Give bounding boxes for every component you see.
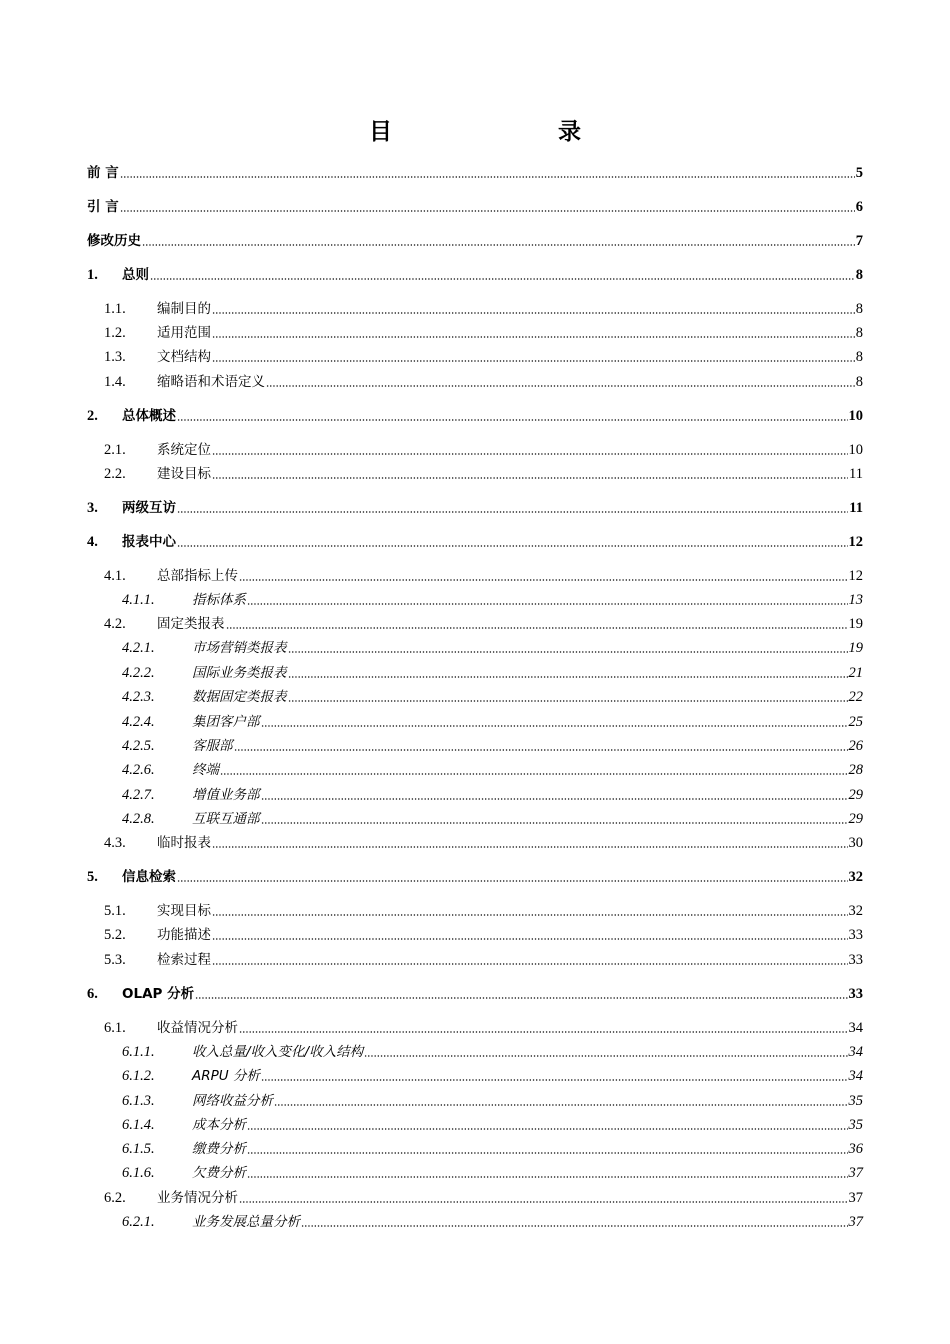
toc-entry-page: 34 — [848, 1020, 863, 1036]
toc-entry-title: 两级互访 — [122, 500, 176, 516]
toc-entry[interactable] — [87, 262, 863, 284]
toc-dot-leader — [220, 772, 848, 776]
toc-entry-page: 19 — [848, 640, 863, 656]
toc-entry[interactable] — [87, 495, 863, 517]
toc-entry[interactable] — [122, 1112, 863, 1134]
toc-entry-title: 市场营销类报表 — [192, 640, 287, 656]
toc-entry-number: 4.2.8. — [122, 811, 155, 827]
toc-entry[interactable] — [122, 806, 863, 828]
toc-entry[interactable] — [87, 228, 863, 250]
toc-entry-number: 6.1. — [104, 1020, 126, 1036]
toc-entry-title: 指标体系 — [192, 592, 246, 608]
toc-entry[interactable] — [87, 403, 863, 425]
toc-entry-number: 1.2. — [104, 325, 126, 341]
toc-entry-number: 1.1. — [104, 301, 126, 317]
toc-entry-number: 1.4. — [104, 374, 126, 390]
toc-entry-page: 11 — [849, 500, 863, 516]
toc-entry-number: 4.1. — [104, 568, 126, 584]
toc-entry-title: 国际业务类报表 — [192, 665, 287, 681]
toc-entry[interactable] — [122, 1160, 863, 1182]
toc-entry[interactable] — [87, 529, 863, 551]
toc-entry-page: 8 — [855, 267, 863, 283]
toc-dot-leader — [261, 724, 848, 728]
toc-title: 目 录 — [369, 119, 621, 145]
toc-entry-number: 4.2.7. — [122, 787, 155, 803]
toc-dot-leader — [364, 1054, 847, 1058]
toc-entry-page: 37 — [848, 1165, 863, 1181]
toc-entry-title: 收益情况分析 — [157, 1020, 238, 1036]
toc-entry-page: 5 — [855, 165, 863, 181]
toc-entry-title: 客服部 — [192, 738, 233, 754]
toc-entry[interactable] — [104, 369, 863, 391]
toc-entry[interactable] — [104, 947, 863, 969]
toc-dot-leader — [274, 1103, 848, 1107]
toc-entry-title: 信息检索 — [122, 869, 176, 885]
toc-entry[interactable] — [122, 1136, 863, 1158]
toc-entry-title: ARPU 分析 — [192, 1068, 260, 1084]
toc-entry-title: 前 言 — [87, 165, 119, 181]
toc-entry-page: 21 — [848, 665, 863, 681]
toc-entry-title: 系统定位 — [157, 442, 211, 458]
toc-dot-leader — [247, 1175, 848, 1179]
toc-entry-number: 4.2.4. — [122, 714, 155, 730]
toc-entry-title: 欠费分析 — [192, 1165, 246, 1181]
toc-entry-number: 2.2. — [104, 466, 126, 482]
toc-dot-leader — [261, 821, 848, 825]
toc-entry-number: 2. — [87, 408, 98, 424]
toc-entry-title: 总体概述 — [122, 408, 176, 424]
toc-entry-page: 34 — [848, 1068, 863, 1084]
toc-entry[interactable] — [104, 296, 863, 318]
toc-entry-number: 6.2. — [104, 1190, 126, 1206]
toc-dot-leader — [212, 311, 855, 315]
toc-entry[interactable] — [87, 864, 863, 886]
toc-entry-page: 11 — [849, 466, 863, 482]
toc-entry-page: 8 — [855, 325, 863, 341]
toc-entry[interactable] — [122, 733, 863, 755]
toc-dot-leader — [212, 452, 848, 456]
toc-entry[interactable] — [122, 684, 863, 706]
toc-dot-leader — [177, 879, 848, 883]
toc-entry-title: 缴费分析 — [192, 1141, 246, 1157]
toc-dot-leader — [212, 913, 848, 917]
toc-entry-title: 网络收益分析 — [192, 1093, 273, 1109]
toc-entry-page: 12 — [848, 534, 863, 550]
toc-entry-page: 36 — [848, 1141, 863, 1157]
toc-dot-leader — [301, 1224, 848, 1228]
toc-entry-page: 35 — [848, 1093, 863, 1109]
toc-entry[interactable] — [122, 1039, 863, 1061]
toc-entry-number: 2.1. — [104, 442, 126, 458]
toc-entry-page: 32 — [848, 869, 863, 885]
toc-entry[interactable] — [122, 782, 863, 804]
toc-entry-number: 5. — [87, 869, 98, 885]
toc-entry[interactable] — [104, 1015, 863, 1037]
toc-entry[interactable] — [104, 1185, 863, 1207]
toc-entry-number: 4. — [87, 534, 98, 550]
toc-entry[interactable] — [104, 922, 863, 944]
toc-entry-page: 33 — [848, 986, 863, 1002]
toc-entry-title: 临时报表 — [157, 835, 211, 851]
toc-entry-title: 文档结构 — [157, 349, 211, 365]
toc-entry-number: 5.1. — [104, 903, 126, 919]
toc-entry-number: 6.1.1. — [122, 1044, 155, 1060]
toc-entry-page: 29 — [848, 811, 863, 827]
toc-entry[interactable] — [104, 898, 863, 920]
toc-dot-leader — [212, 335, 855, 339]
toc-dot-leader — [247, 1151, 848, 1155]
toc-entry-number: 4.2. — [104, 616, 126, 632]
toc-entry[interactable] — [87, 194, 863, 216]
toc-dot-leader — [288, 675, 848, 679]
toc-entry[interactable] — [122, 709, 863, 731]
toc-entry[interactable] — [122, 587, 863, 609]
toc-dot-leader — [239, 578, 848, 582]
toc-entry[interactable] — [122, 1209, 863, 1231]
toc-dot-leader — [288, 699, 848, 703]
toc-entry[interactable] — [104, 437, 863, 459]
toc-entry-page: 22 — [848, 689, 863, 705]
toc-entry-title: 总部指标上传 — [157, 568, 238, 584]
toc-entry[interactable] — [122, 757, 863, 779]
toc-entry-title: 缩略语和术语定义 — [157, 374, 265, 390]
toc-dot-leader — [150, 277, 855, 281]
toc-dot-leader — [239, 1200, 848, 1204]
toc-entry-page: 10 — [848, 442, 863, 458]
toc-dot-leader — [177, 544, 848, 548]
toc-entry[interactable] — [104, 320, 863, 342]
toc-entry-page: 28 — [848, 762, 863, 778]
toc-entry-page: 13 — [848, 592, 863, 608]
toc-entry-number: 4.2.2. — [122, 665, 155, 681]
toc-entry-page: 33 — [848, 952, 863, 968]
toc-dot-leader — [212, 359, 855, 363]
toc-entry-page: 37 — [848, 1190, 863, 1206]
toc-entry-title: 集团客户部 — [192, 714, 260, 730]
toc-entry[interactable] — [122, 1088, 863, 1110]
toc-entry-title: 终端 — [192, 762, 219, 778]
toc-dot-leader — [120, 175, 855, 179]
toc-entry-page: 29 — [848, 787, 863, 803]
toc-entry[interactable] — [122, 1063, 863, 1085]
toc-dot-leader — [247, 1127, 848, 1131]
toc-dot-leader — [234, 748, 848, 752]
toc-dot-leader — [212, 937, 848, 941]
toc-dot-leader — [261, 797, 848, 801]
toc-entry-page: 37 — [848, 1214, 863, 1230]
toc-entry-number: 4.2.6. — [122, 762, 155, 778]
toc-entry-page: 25 — [848, 714, 863, 730]
toc-entry[interactable] — [87, 981, 863, 1003]
toc-entry[interactable] — [104, 344, 863, 366]
toc-dot-leader — [247, 602, 848, 606]
toc-entry-number: 6.1.5. — [122, 1141, 155, 1157]
toc-dot-leader — [142, 243, 855, 247]
toc-entry-number: 5.2. — [104, 927, 126, 943]
toc-entry-page: 8 — [855, 301, 863, 317]
toc-entry[interactable] — [87, 160, 863, 182]
toc-entry-page: 6 — [855, 199, 863, 215]
toc-entry-page: 33 — [848, 927, 863, 943]
toc-dot-leader — [212, 962, 848, 966]
toc-entry-number: 1. — [87, 267, 98, 283]
toc-entry-title: 业务发展总量分析 — [192, 1214, 300, 1230]
toc-entry-title: 适用范围 — [157, 325, 211, 341]
toc-entry-title: 增值业务部 — [192, 787, 260, 803]
toc-entry[interactable] — [122, 660, 863, 682]
toc-entry[interactable] — [104, 563, 863, 585]
toc-entry[interactable] — [122, 635, 863, 657]
toc-entry-title: OLAP 分析 — [122, 986, 195, 1002]
toc-entry-title: 总则 — [122, 267, 149, 283]
toc-entry-page: 30 — [848, 835, 863, 851]
toc-entry-title: 互联互通部 — [192, 811, 260, 827]
toc-entry-number: 6.2.1. — [122, 1214, 155, 1230]
toc-entry-title: 功能描述 — [157, 927, 211, 943]
toc-entry-title: 报表中心 — [122, 534, 176, 550]
toc-dot-leader — [212, 845, 848, 849]
toc-entry-title: 固定类报表 — [157, 616, 225, 632]
toc-entry-title: 引 言 — [87, 199, 119, 215]
toc-entry-number: 4.2.3. — [122, 689, 155, 705]
toc-entry-number: 4.1.1. — [122, 592, 155, 608]
toc-entry-number: 4.3. — [104, 835, 126, 851]
toc-entry-number: 6.1.3. — [122, 1093, 155, 1109]
toc-entry-page: 8 — [855, 349, 863, 365]
toc-entry[interactable] — [104, 461, 863, 483]
toc-entry-page: 34 — [848, 1044, 863, 1060]
toc-entry-page: 32 — [848, 903, 863, 919]
toc-entry-page: 7 — [855, 233, 863, 249]
toc-entry-title: 建设目标 — [157, 466, 211, 482]
toc-entry-title: 成本分析 — [192, 1117, 246, 1133]
toc-entry-page: 19 — [848, 616, 863, 632]
toc-dot-leader — [212, 476, 848, 480]
toc-dot-leader — [239, 1030, 848, 1034]
toc-entry-number: 3. — [87, 500, 98, 516]
toc-entry-title: 修改历史 — [87, 233, 141, 249]
toc-entry-page: 8 — [855, 374, 863, 390]
toc-dot-leader — [288, 650, 848, 654]
toc-entry-number: 6.1.6. — [122, 1165, 155, 1181]
toc-entry-number: 6.1.2. — [122, 1068, 155, 1084]
toc-dot-leader — [177, 418, 848, 422]
toc-entry[interactable] — [104, 611, 863, 633]
toc-entry-number: 5.3. — [104, 952, 126, 968]
toc-entry-page: 10 — [848, 408, 863, 424]
toc-entry-page: 12 — [848, 568, 863, 584]
toc-entry-title: 收入总量/收入变化/收入结构 — [192, 1044, 364, 1060]
toc-entry-page: 35 — [848, 1117, 863, 1133]
toc-dot-leader — [120, 209, 855, 213]
toc-entry-title: 数据固定类报表 — [192, 689, 287, 705]
toc-entry-number: 1.3. — [104, 349, 126, 365]
toc-entry-number: 4.2.1. — [122, 640, 155, 656]
toc-entry-title: 编制目的 — [157, 301, 211, 317]
toc-dot-leader — [266, 384, 855, 388]
toc-entry-page: 26 — [848, 738, 863, 754]
toc-dot-leader — [261, 1078, 848, 1082]
toc-dot-leader — [226, 626, 848, 630]
toc-entry-number: 4.2.5. — [122, 738, 155, 754]
toc-entry-number: 6.1.4. — [122, 1117, 155, 1133]
toc-entry[interactable] — [104, 830, 863, 852]
toc-dot-leader — [195, 996, 847, 1000]
toc-dot-leader — [177, 510, 848, 514]
toc-entry-title: 实现目标 — [157, 903, 211, 919]
toc-entry-title: 检索过程 — [157, 952, 211, 968]
toc-entry-number: 6. — [87, 986, 98, 1002]
toc-entry-title: 业务情况分析 — [157, 1190, 238, 1206]
